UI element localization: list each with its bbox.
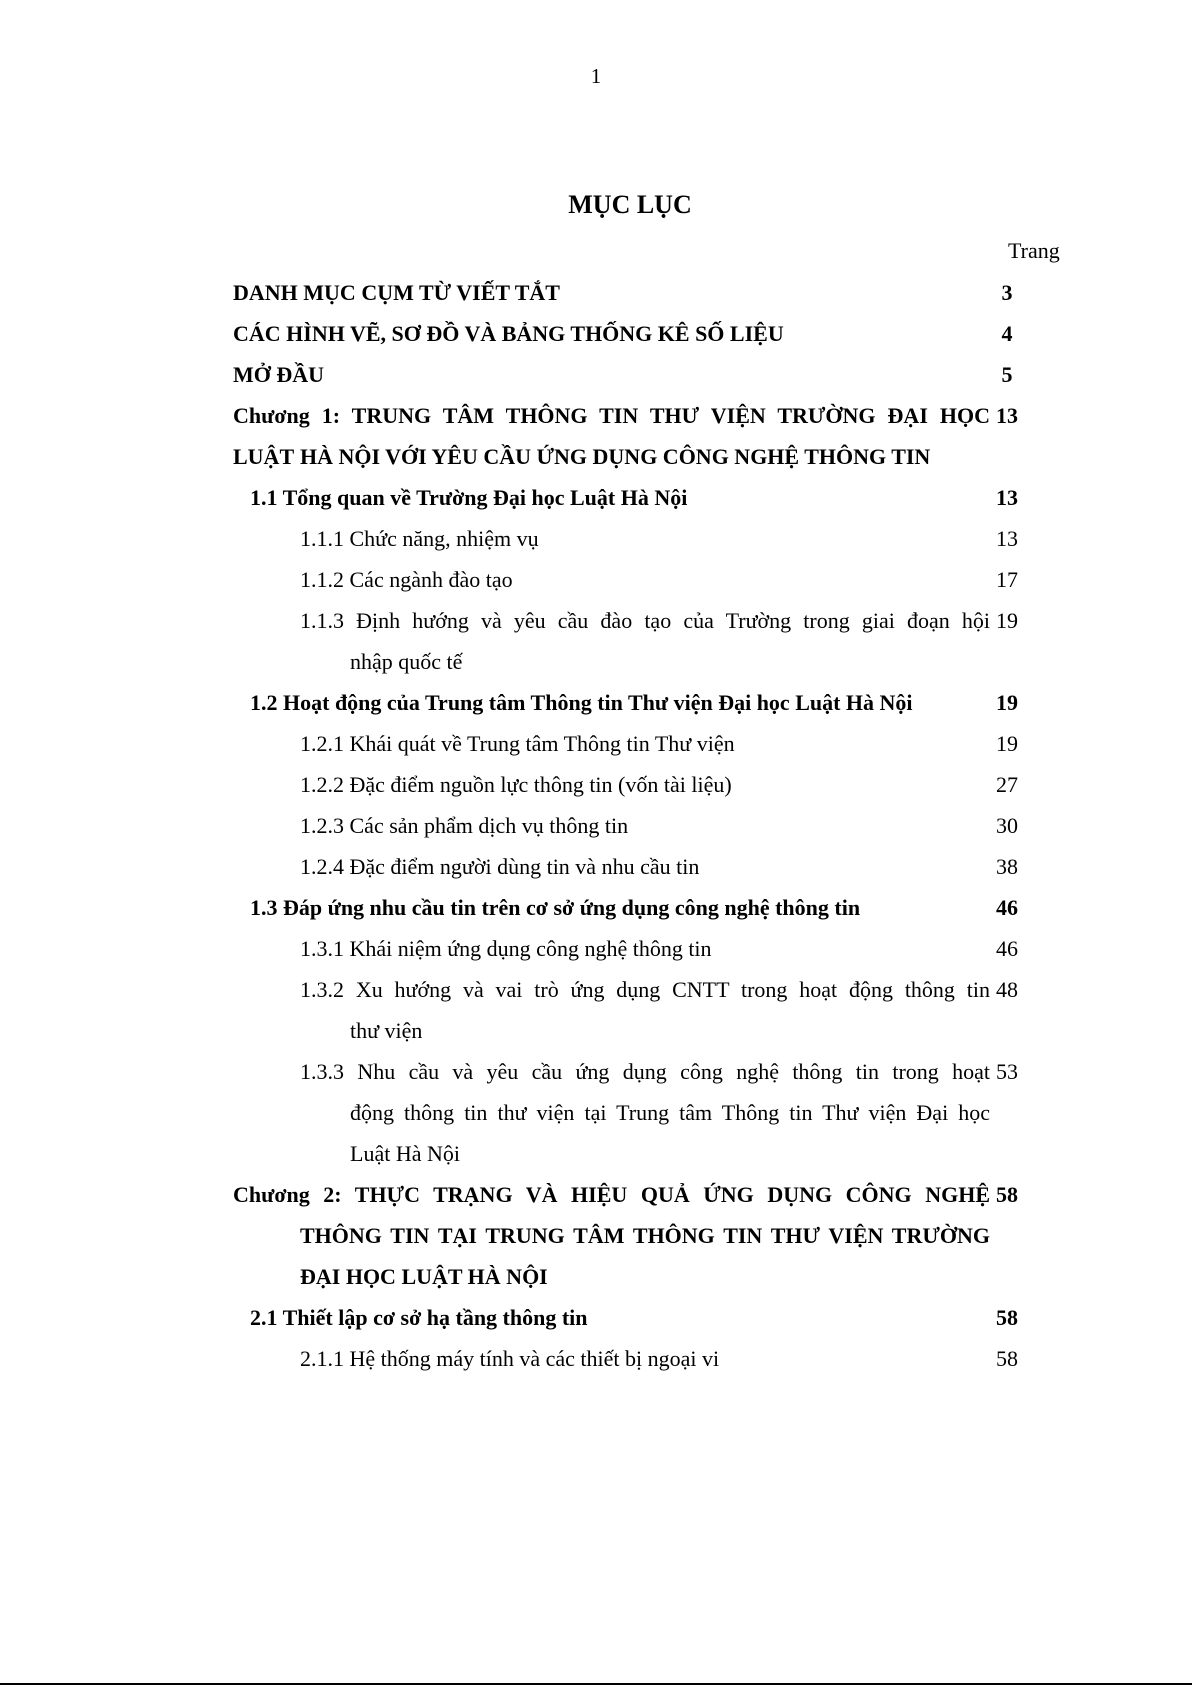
toc-entry-page: 48 bbox=[996, 977, 1018, 1002]
page-column-label: Trang bbox=[1008, 238, 1060, 263]
toc-entry-continuation: HÀ NỘI VỚI YÊU CẦU ỨNG DỤNG CÔNG NGHỆ THÔNG TIN bbox=[300, 444, 931, 469]
toc-entry-text: 1.1.3 Định hướng và yêu cầu đào tạo của Trường trong giai đoạn hội bbox=[300, 608, 990, 633]
toc-entry-continuation: thư viện bbox=[350, 1018, 423, 1043]
toc-entry-page: 5 bbox=[1001, 362, 1013, 387]
toc-entry-continuation: động thông tin thư viện tại Trung tâm Thông tin Thư viện Đại học bbox=[350, 1100, 990, 1125]
toc-entry-text: 1.3 Đáp ứng nhu cầu tin trên cơ sở ứng dụng công nghệ thông tin bbox=[250, 895, 861, 920]
toc-entry-text: 1.1 Tổng quan về Trường Đại học Luật Hà Nội bbox=[250, 485, 688, 510]
toc-entry-text: 1.1.1 Chức năng, nhiệm vụ bbox=[300, 526, 539, 551]
toc-entry-page: 13 bbox=[996, 485, 1018, 510]
toc-entry-page: 58 bbox=[996, 1305, 1018, 1330]
toc-entry-continuation: THÔNG TIN TẠI TRUNG TÂM THÔNG TIN THƯ VIỆN TRƯỜNG bbox=[300, 1223, 990, 1248]
toc-entry-page: 17 bbox=[996, 567, 1018, 592]
toc-entry-page: 46 bbox=[996, 936, 1018, 961]
toc-entry-page: 58 bbox=[996, 1346, 1018, 1371]
toc-entry-text: 1.2.2 Đặc điểm nguồn lực thông tin (vốn tài liệu) bbox=[300, 772, 732, 797]
toc-entry-page: 3 bbox=[1001, 280, 1013, 305]
toc-title: MỤC LỤC bbox=[568, 190, 692, 219]
toc-entry-page: 4 bbox=[1001, 321, 1013, 346]
toc-entry-text: 1.2.4 Đặc điểm người dùng tin và nhu cầu tin bbox=[300, 854, 700, 879]
toc-entry-page: 58 bbox=[996, 1182, 1018, 1207]
toc-entry-continuation: nhập quốc tế bbox=[350, 649, 463, 674]
toc-entry-text: 1.3.1 Khái niệm ứng dụng công nghệ thông tin bbox=[300, 936, 712, 961]
toc-entry-text: Chương 2: THỰC TRẠNG VÀ HIỆU QUẢ ỨNG DỤNG CÔNG NGHỆ bbox=[233, 1182, 990, 1207]
toc-entry-text: Chương 1: TRUNG TÂM THÔNG TIN THƯ VIỆN TRƯỜNG ĐẠI HỌC LUẬT bbox=[233, 403, 990, 469]
toc-entry-text: CÁC HÌNH VẼ, SƠ ĐỒ VÀ BẢNG THỐNG KÊ SỐ LIỆU bbox=[233, 321, 784, 346]
toc-entry-page: 27 bbox=[996, 772, 1018, 797]
toc-entry-text: MỞ ĐẦU bbox=[233, 362, 325, 387]
toc-entry-page: 19 bbox=[996, 608, 1018, 633]
toc-entry-text: 1.2.1 Khái quát về Trung tâm Thông tin Thư viện bbox=[300, 731, 735, 756]
toc-entry-continuation: ĐẠI HỌC LUẬT HÀ NỘI bbox=[300, 1264, 548, 1289]
toc-entry-text: 1.3.3 Nhu cầu và yêu cầu ứng dụng công nghệ thông tin trong hoạt bbox=[300, 1059, 990, 1084]
toc-entry-text: DANH MỤC CỤM TỪ VIẾT TẮT bbox=[233, 280, 560, 305]
toc-entry-page: 13 bbox=[996, 526, 1018, 551]
page-number: 1 bbox=[590, 64, 602, 88]
toc-entry-text: 2.1.1 Hệ thống máy tính và các thiết bị ngoại vi bbox=[300, 1346, 720, 1371]
toc-entry-page: 46 bbox=[996, 895, 1018, 920]
toc-entry-page: 38 bbox=[996, 854, 1018, 879]
toc-entry-text: 2.1 Thiết lập cơ sở hạ tầng thông tin bbox=[250, 1305, 588, 1330]
toc-entry-page: 19 bbox=[996, 690, 1018, 715]
toc-entry-page: 13 bbox=[996, 403, 1018, 428]
toc-entry-page: 53 bbox=[996, 1059, 1018, 1084]
toc-entry-text: 1.2 Hoạt động của Trung tâm Thông tin Thư viện Đại học Luật Hà Nội bbox=[250, 690, 913, 715]
toc-entry-text: 1.1.2 Các ngành đào tạo bbox=[300, 567, 513, 592]
toc-entry-text: 1.3.2 Xu hướng và vai trò ứng dụng CNTT trong hoạt động thông tin bbox=[300, 977, 990, 1002]
toc-entry-continuation: Luật Hà Nội bbox=[350, 1141, 460, 1166]
toc-entry-page: 19 bbox=[996, 731, 1018, 756]
toc-entry-page: 30 bbox=[996, 813, 1018, 838]
toc-entry-text: 1.2.3 Các sản phẩm dịch vụ thông tin bbox=[300, 813, 629, 838]
